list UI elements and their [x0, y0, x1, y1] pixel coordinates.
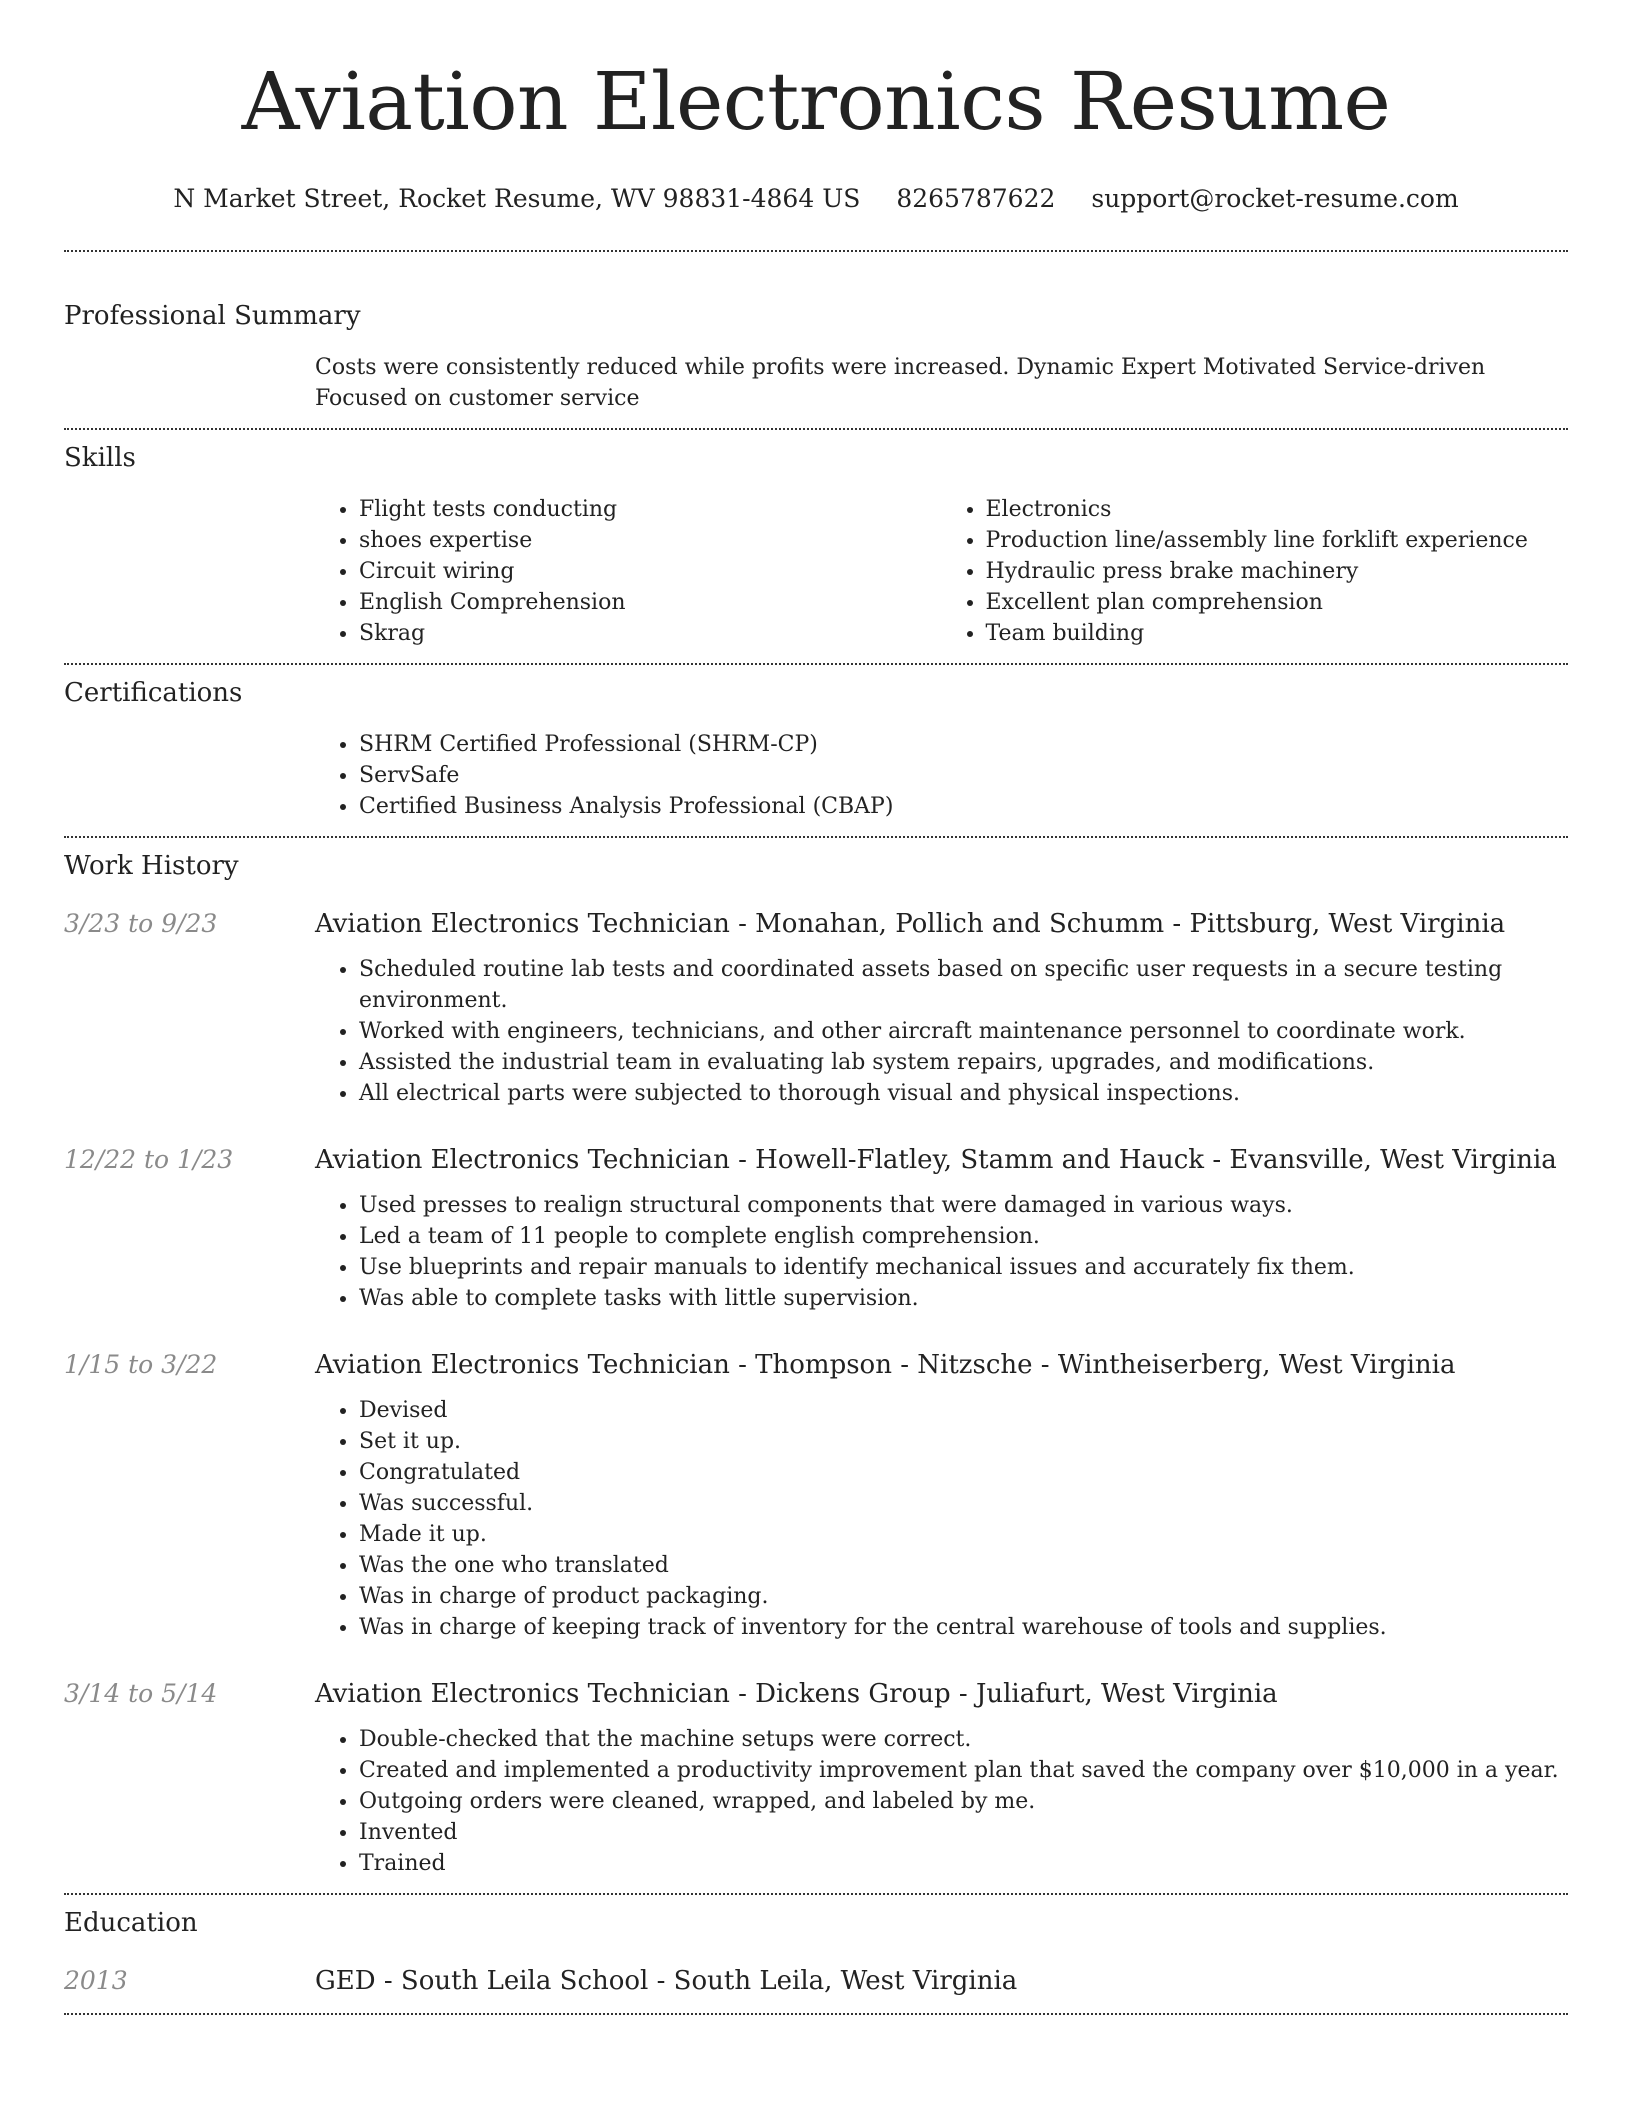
certifications-section — [64, 665, 1568, 836]
contact-phone: 8265787622 — [896, 184, 1056, 213]
certification-item: • ServSafe — [359, 760, 1568, 791]
job-title: Aviation Electronics Technician - Thompson - Nitzsche - Wintheiserberg, West Virginia — [315, 1350, 1456, 1380]
skill-item: • Circuit wiring — [359, 556, 942, 587]
job-bullet: • Use blueprints and repair manuals to identify mechanical issues and accurately fix them. — [359, 1252, 1568, 1283]
job-bullet: • Assisted the industrial team in evaluating lab system repairs, upgrades, and modifications. — [359, 1047, 1568, 1078]
contact-line — [64, 182, 1568, 216]
skill-item: • shoes expertise — [359, 525, 942, 556]
education-year: 2013 — [64, 1966, 128, 1995]
skill-item: • English Comprehension — [359, 587, 942, 618]
certification-item: • Certified Business Analysis Professional (CBAP) — [359, 791, 1568, 822]
job-bullet: • Used presses to realign structural components that were damaged in various ways. — [359, 1190, 1568, 1221]
job-bullet: • Congratulated — [359, 1457, 1568, 1488]
job-dates: 3/23 to 9/23 — [64, 909, 218, 938]
education-degree: GED - South Leila School - South Leila, West Virginia — [315, 1966, 1018, 1996]
contact-address: N Market Street, Rocket Resume, WV 98831-4864 US — [173, 184, 861, 213]
job-bullet: • Scheduled routine lab tests and coordinated assets based on specific user requests in a secure testing environment. — [359, 954, 1568, 1016]
job-title: Aviation Electronics Technician - Howell-Flatley, Stamm and Hauck - Evansville, West Virginia — [315, 1145, 1557, 1175]
skill-item: • Electronics — [986, 494, 1569, 525]
job-bullets — [315, 954, 1568, 1109]
skill-item: • Hydraulic press brake machinery — [986, 556, 1569, 587]
job-dates: 1/15 to 3/22 — [64, 1350, 218, 1379]
skill-item: • Excellent plan comprehension — [986, 587, 1569, 618]
certifications-list — [315, 729, 1568, 822]
education-entry — [64, 1963, 1568, 1999]
skills-section — [64, 430, 1568, 663]
certifications-heading: Certifications — [64, 678, 243, 708]
job-entry — [64, 906, 1568, 1109]
job-bullet: • Created and implemented a productivity improvement plan that saved the company over $10,000 in a year. — [359, 1755, 1568, 1786]
summary-heading: Professional Summary — [64, 301, 361, 331]
job-dates: 12/22 to 1/23 — [64, 1145, 234, 1174]
skills-heading: Skills — [64, 443, 136, 473]
skill-item: • Production line/assembly line forklift experience — [986, 525, 1569, 556]
education-section — [64, 1895, 1568, 2013]
job-bullets — [315, 1190, 1568, 1314]
job-entry — [64, 1347, 1568, 1643]
skill-item: • Skrag — [359, 618, 942, 649]
job-entry — [64, 1142, 1568, 1314]
summary-section — [64, 252, 1568, 428]
job-bullet: • Was in charge of keeping track of inventory for the central warehouse of tools and supplies. — [359, 1612, 1568, 1643]
job-bullet: • Trained — [359, 1848, 1568, 1879]
job-bullet: • Outgoing orders were cleaned, wrapped, and labeled by me. — [359, 1786, 1568, 1817]
job-bullet: • Invented — [359, 1817, 1568, 1848]
job-bullet: • Was the one who translated — [359, 1550, 1568, 1581]
work-history-heading: Work History — [64, 851, 239, 881]
job-title: Aviation Electronics Technician - Dickens Group - Juliafurt, West Virginia — [315, 1679, 1278, 1709]
certification-item: • SHRM Certified Professional (SHRM-CP) — [359, 729, 1568, 760]
skill-item: • Team building — [986, 618, 1569, 649]
job-bullets — [315, 1395, 1568, 1643]
resume-title: Aviation Electronics Resume — [241, 55, 1391, 148]
job-bullets — [315, 1724, 1568, 1879]
job-bullet: • Was successful. — [359, 1488, 1568, 1519]
skills-list-left — [315, 494, 942, 649]
skills-list-right — [942, 494, 1569, 649]
job-bullet: • Was in charge of product packaging. — [359, 1581, 1568, 1612]
job-dates: 3/14 to 5/14 — [64, 1679, 218, 1708]
job-entry — [64, 1676, 1568, 1879]
job-title: Aviation Electronics Technician - Monahan, Pollich and Schumm - Pittsburg, West Virginia — [315, 909, 1506, 939]
skill-item: • Flight tests conducting — [359, 494, 942, 525]
contact-email: support@rocket-resume.com — [1091, 184, 1459, 213]
section-divider — [64, 2013, 1568, 2015]
job-bullet: • Led a team of 11 people to complete english comprehension. — [359, 1221, 1568, 1252]
job-bullet: • All electrical parts were subjected to thorough visual and physical inspections. — [359, 1078, 1568, 1109]
job-bullet: • Was able to complete tasks with little supervision. — [359, 1283, 1568, 1314]
job-bullet: • Worked with engineers, technicians, and other aircraft maintenance personnel to coordinate work. — [359, 1016, 1568, 1047]
job-bullet: • Made it up. — [359, 1519, 1568, 1550]
job-bullet: • Double-checked that the machine setups were correct. — [359, 1724, 1568, 1755]
work-history-section — [64, 838, 1568, 1893]
job-bullet: • Set it up. — [359, 1426, 1568, 1457]
summary-text: Costs were consistently reduced while profits were increased. Dynamic Expert Motivated Service-driven Focused on customer service — [315, 355, 1486, 411]
job-bullet: • Devised — [359, 1395, 1568, 1426]
education-heading: Education — [64, 1908, 198, 1938]
